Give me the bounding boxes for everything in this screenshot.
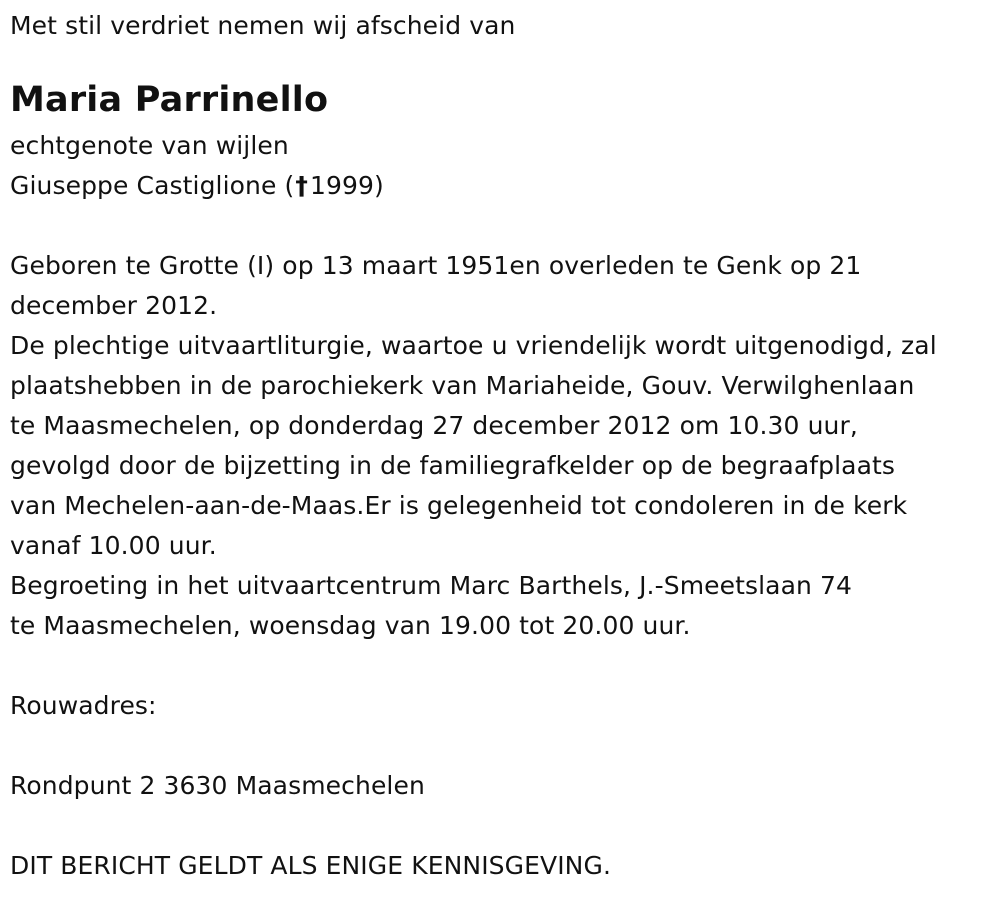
closing-statement: DIT BERICHT GELDT ALS ENIGE KENNISGEVING. bbox=[10, 851, 611, 880]
spouse-name: Giuseppe Castiglione ( bbox=[10, 171, 295, 200]
detail-line: plaatshebben in de parochiekerk van Mariaheide, Gouv. Verwilghenlaan bbox=[10, 371, 915, 400]
cross-icon: † bbox=[295, 171, 308, 200]
spouse-death-year: 1999) bbox=[309, 171, 384, 200]
detail-line: te Maasmechelen, woensdag van 19.00 tot 20.00 uur. bbox=[10, 611, 691, 640]
detail-line: vanaf 10.00 uur. bbox=[10, 531, 217, 560]
deceased-name: Maria Parrinello bbox=[10, 80, 329, 120]
relation-text: echtgenote van wijlen bbox=[10, 131, 289, 160]
detail-line: december 2012. bbox=[10, 291, 218, 320]
intro-text: Met stil verdriet nemen wij afscheid van bbox=[10, 11, 516, 40]
spacer bbox=[10, 806, 995, 846]
spacer bbox=[10, 726, 995, 766]
spacer bbox=[10, 206, 995, 246]
detail-line: Geboren te Grotte (I) op 13 maart 1951en overleden te Genk op 21 bbox=[10, 251, 862, 280]
details-paragraph bbox=[10, 246, 995, 646]
death-notice bbox=[10, 6, 995, 886]
mourning-address: Rondpunt 2 3630 Maasmechelen bbox=[10, 771, 425, 800]
mourning-address-label: Rouwadres: bbox=[10, 691, 157, 720]
detail-line: van Mechelen-aan-de-Maas.Er is gelegenheid tot condoleren in de kerk bbox=[10, 491, 908, 520]
detail-line: gevolgd door de bijzetting in de familiegrafkelder op de begraafplaats bbox=[10, 451, 896, 480]
detail-line: Begroeting in het uitvaartcentrum Marc Barthels, J.-Smeetslaan 74 bbox=[10, 571, 853, 600]
spouse-line bbox=[10, 166, 995, 206]
spacer bbox=[10, 646, 995, 686]
detail-line: te Maasmechelen, op donderdag 27 december 2012 om 10.30 uur, bbox=[10, 411, 858, 440]
detail-line: De plechtige uitvaartliturgie, waartoe u vriendelijk wordt uitgenodigd, zal bbox=[10, 331, 937, 360]
